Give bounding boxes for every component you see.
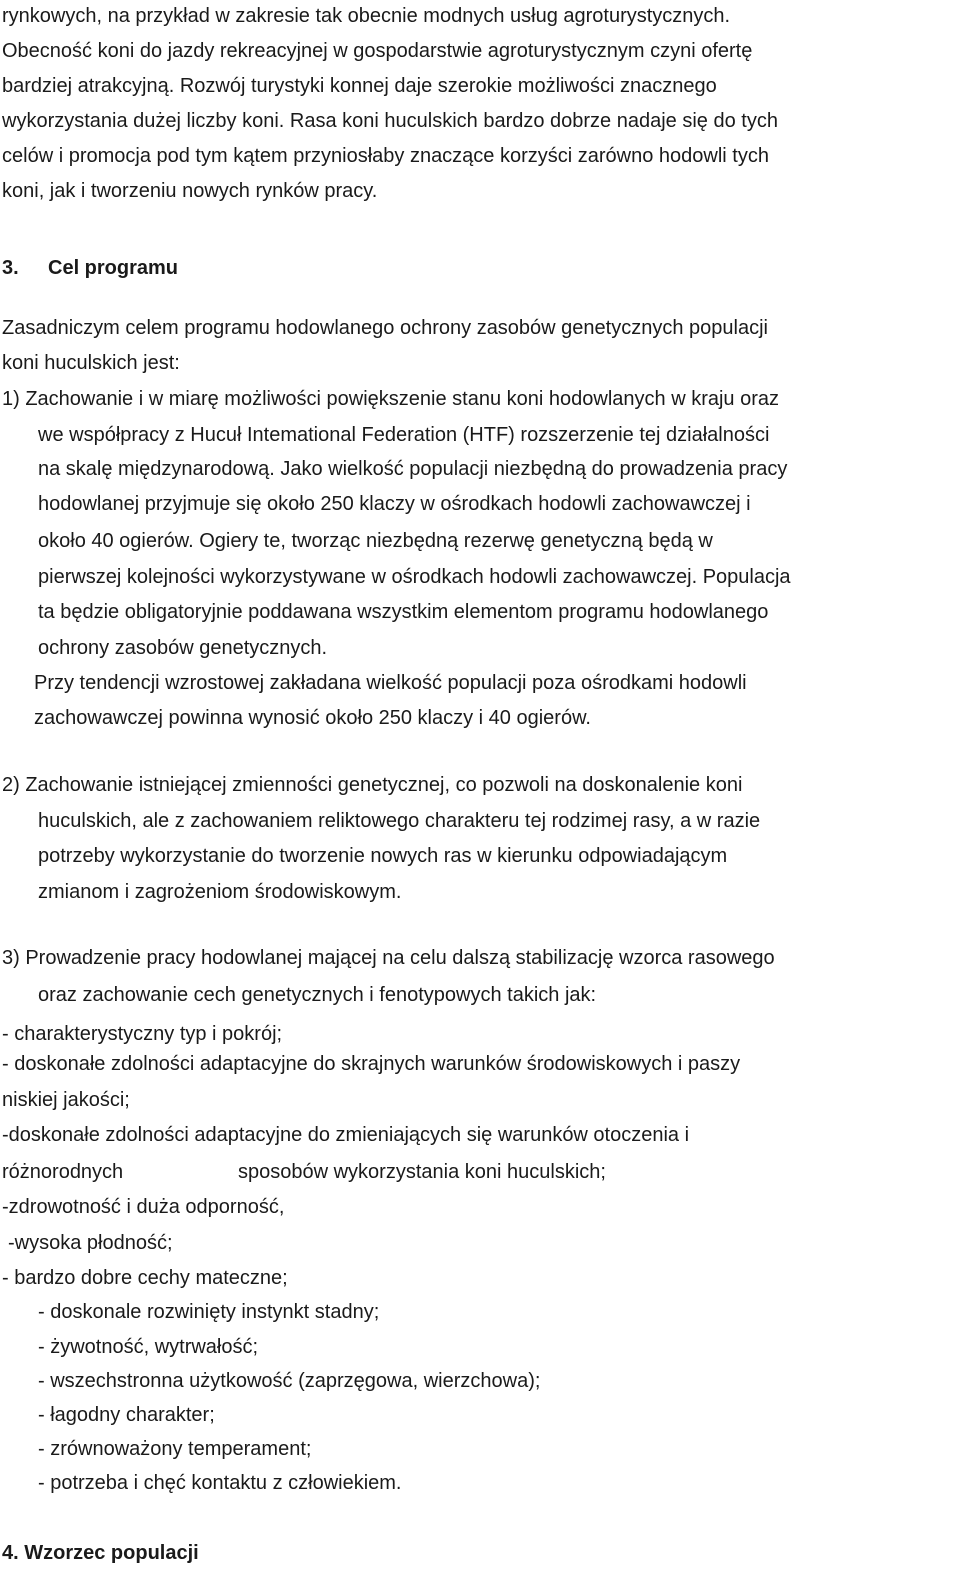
intro-line: celów i promocja pod tym kątem przyniosłaby znaczące korzyści zarówno hodowli tych <box>2 145 769 167</box>
maternal-trait-item: - potrzeba i chęć kontaktu z człowiekiem. <box>38 1472 402 1494</box>
trait-item: - bardzo dobre cechy mateczne; <box>2 1267 288 1289</box>
item1-line: na skalę międzynarodową. Jako wielkość populacji niezbędną do prowadzenia pracy <box>38 458 788 480</box>
item1-line: pierwszej kolejności wykorzystywane w ośrodkach hodowli zachowawczej. Populacja <box>38 566 791 588</box>
maternal-trait-item: - łagodny charakter; <box>38 1404 215 1426</box>
intro-line: koni, jak i tworzeniu nowych rynków pracy. <box>2 180 378 202</box>
item2-line: 2) Zachowanie istniejącej zmienności genetycznej, co pozwoli na doskonalenie koni <box>2 774 743 796</box>
intro-line: wykorzystania dużej liczby koni. Rasa koni huculskich bardzo dobrze nadaje się do tych <box>2 110 778 132</box>
maternal-trait-item: - wszechstronna użytkowość (zaprzęgowa, wierzchowa); <box>38 1370 541 1392</box>
item1-line: około 40 ogierów. Ogiery te, tworząc niezbędną rezerwę genetyczną będą w <box>38 530 713 552</box>
item1-line: we współpracy z Hucuł Intemational Federation (HTF) rozszerzenie tej działalności <box>38 424 770 446</box>
item1-extra-line: Przy tendencji wzrostowej zakładana wielkość populacji poza ośrodkami hodowli <box>34 672 747 694</box>
item3-line: oraz zachowanie cech genetycznych i fenotypowych takich jak: <box>38 984 597 1006</box>
lead-line: Zasadniczym celem programu hodowlanego ochrony zasobów genetycznych populacji <box>2 317 768 339</box>
trait-item-continued-word: różnorodnych <box>2 1161 124 1183</box>
item1-line: 1) Zachowanie i w miarę możliwości powiększenie stanu koni hodowlanych w kraju oraz <box>2 388 780 410</box>
item1-extra-line: zachowawczej powinna wynosić około 250 klaczy i 40 ogierów. <box>34 707 591 729</box>
trait-item: - doskonałe zdolności adaptacyjne do skrajnych warunków środowiskowych i paszy <box>2 1053 741 1075</box>
maternal-trait-item: - żywotność, wytrwałość; <box>38 1336 259 1358</box>
trait-item: - charakterystyczny typ i pokrój; <box>2 1023 283 1045</box>
lead-line: koni huculskich jest: <box>2 352 180 374</box>
section-heading: 4. Wzorzec populacji <box>2 1542 199 1564</box>
maternal-trait-item: - doskonale rozwinięty instynkt stadny; <box>38 1301 380 1323</box>
section-title: Cel programu <box>48 257 179 279</box>
intro-line: bardziej atrakcyjną. Rozwój turystyki konnej daje szerokie możliwości znacznego <box>2 75 717 97</box>
section-number: 3. <box>2 257 19 279</box>
item3-line: 3) Prowadzenie pracy hodowlanej mającej na celu dalszą stabilizację wzorca rasowego <box>2 947 775 969</box>
item2-line: huculskich, ale z zachowaniem reliktowego charakteru tej rodzimej rasy, a w razie <box>38 810 761 832</box>
trait-item: -wysoka płodność; <box>8 1232 173 1254</box>
item1-line: ochrony zasobów genetycznych. <box>38 637 328 659</box>
intro-line: Obecność koni do jazdy rekreacyjnej w gospodarstwie agroturystycznym czyni ofertę <box>2 40 753 62</box>
intro-line: rynkowych, na przykład w zakresie tak obecnie modnych usług agroturystycznych. <box>2 5 731 27</box>
item1-line: hodowlanej przyjmuje się około 250 klaczy w ośrodkach hodowli zachowawczej i <box>38 493 751 515</box>
maternal-trait-item: - zrównoważony temperament; <box>38 1438 312 1460</box>
trait-item-continued: niskiej jakości; <box>2 1089 130 1111</box>
trait-item-continued-rest: sposobów wykorzystania koni huculskich; <box>238 1161 606 1183</box>
trait-item: -zdrowotność i duża odporność, <box>2 1196 285 1218</box>
trait-item: -doskonałe zdolności adaptacyjne do zmieniających się warunków otoczenia i <box>2 1124 690 1146</box>
item2-line: zmianom i zagrożeniom środowiskowym. <box>38 881 402 903</box>
item2-line: potrzeby wykorzystanie do tworzenie nowych ras w kierunku odpowiadającym <box>38 845 728 867</box>
item1-line: ta będzie obligatoryjnie poddawana wszystkim elementom programu hodowlanego <box>38 601 769 623</box>
